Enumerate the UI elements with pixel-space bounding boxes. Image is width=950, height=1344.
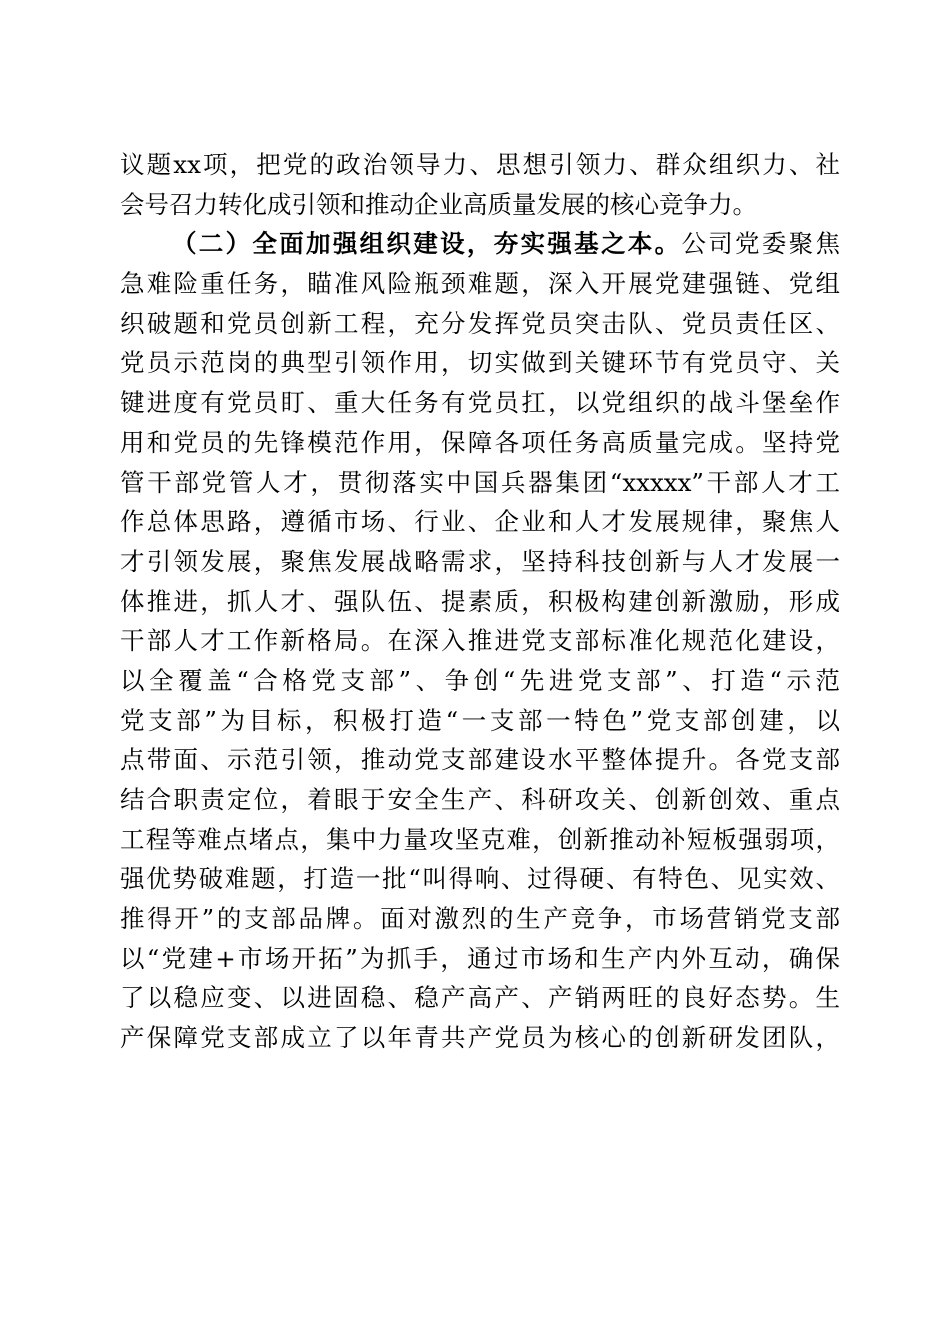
text-line: 干部人才工作新格局。在深入推进党支部标准化规范化建设，: [120, 626, 840, 656]
section-heading-line: [120, 224, 840, 264]
text-line: 点带面、示范引领，推动党支部建设水平整体提升。各党支部: [120, 745, 840, 775]
text-line: 议题xx项，把党的政治领导力、思想引领力、群众组织力、社: [120, 150, 840, 179]
text-line: 用和党员的先锋模范作用，保障各项任务高质量完成。坚持党: [120, 427, 840, 457]
text-line: 键进度有党员盯、重大任务有党员扛，以党组织的战斗堡垒作: [120, 388, 840, 418]
text-line: 体推进，抓人才、强队伍、提素质，积极构建创新激励，形成: [120, 586, 840, 616]
text-line: 急难险重任务，瞄准风险瓶颈难题，深入开展党建强链、党组: [120, 269, 840, 299]
section-heading: （二）全面加强组织建设，夯实强基之本。: [172, 229, 682, 259]
text-line: 产保障党支部成立了以年青共产党员为核心的创新研发团队，: [120, 1023, 840, 1053]
text-line: 党支部”为目标，积极打造“一支部一特色”党支部创建，以: [120, 705, 840, 735]
section-lead: 公司党委聚焦: [681, 229, 840, 259]
text-line: 会号召力转化成引领和推动企业高质量发展的核心竞争力。: [120, 189, 757, 219]
text-line: 工程等难点堵点，集中力量攻坚克难，创新推动补短板强弱项，: [120, 824, 840, 854]
text-line: 管干部党管人才，贯彻落实中国兵器集团“xxxxx”干部人才工: [120, 467, 840, 497]
text-line: 推得开”的支部品牌。面对激烈的生产竞争，市场营销党支部: [120, 904, 840, 934]
text-line: 织破题和党员创新工程，充分发挥党员突击队、党员责任区、: [120, 308, 840, 338]
text-line: 了以稳应变、以进固稳、稳产高产、产销两旺的良好态势。生: [120, 983, 840, 1013]
text-line: 作总体思路，遵循市场、行业、企业和人才发展规律，聚焦人: [120, 507, 840, 537]
text-line: 结合职责定位，着眼于安全生产、科研攻关、创新创效、重点: [120, 785, 840, 814]
text-line: 强优势破难题，打造一批“叫得响、过得硬、有特色、见实效、: [120, 864, 840, 894]
text-line: 才引领发展，聚焦发展战略需求，坚持科技创新与人才发展一: [120, 546, 840, 576]
body-text: [120, 145, 840, 1058]
text-line: 党员示范岗的典型引领作用，切实做到关键环节有党员守、关: [120, 348, 840, 378]
text-line: 以“党建+市场开拓”为抓手，通过市场和生产内外互动，确保: [120, 943, 840, 973]
text-line: 以全覆盖“合格党支部”、争创“先进党支部”、打造“示范: [120, 665, 840, 695]
